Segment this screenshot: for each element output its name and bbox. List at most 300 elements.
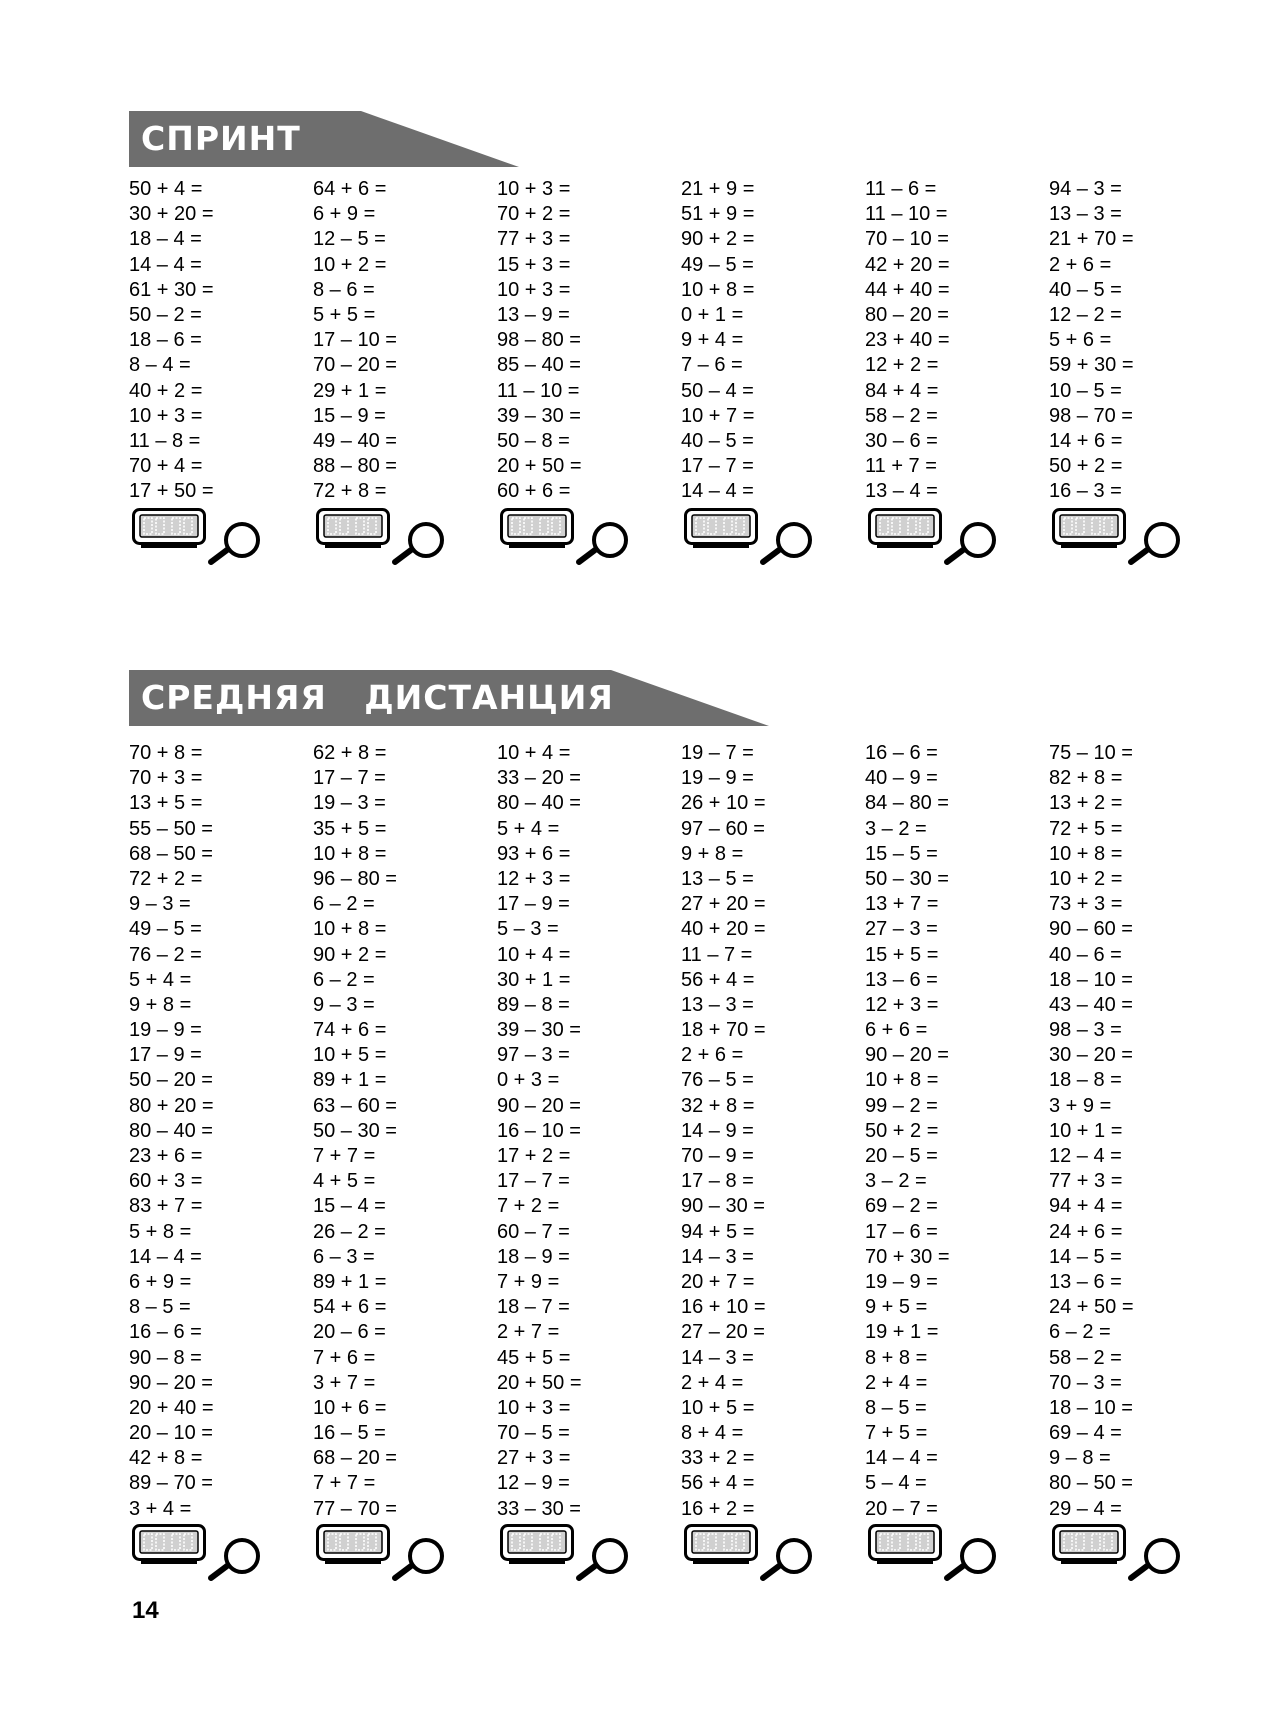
exercise: 16 – 5 = (313, 1422, 386, 1445)
exercise: 40 – 5 = (681, 429, 754, 452)
exercise: 3 – 2 = (865, 1170, 927, 1193)
exercise: 19 – 9 = (681, 767, 754, 790)
exercise: 62 + 8 = (313, 742, 387, 764)
exercise: 10 + 8 = (681, 278, 755, 301)
exercise: 18 – 10 = (1049, 968, 1133, 991)
exercise: 76 – 5 = (681, 1069, 754, 1092)
exercise: 17 – 10 = (313, 329, 397, 352)
check-icon-group (681, 1524, 865, 1584)
exercise: 30 – 20 = (1049, 1044, 1133, 1067)
exercise: 90 – 20 = (497, 1094, 581, 1117)
exercise-column (681, 177, 865, 504)
exercise: 21 + 70 = (1049, 228, 1134, 251)
exercise: 14 – 5 = (1049, 1245, 1122, 1268)
exercise: 90 – 20 = (865, 1044, 949, 1067)
exercise: 6 + 6 = (865, 1019, 928, 1042)
exercise-column (497, 177, 681, 504)
exercise: 56 + 4 = (681, 968, 755, 991)
exercise: 13 – 6 = (1049, 1270, 1122, 1293)
exercise: 5 + 5 = (313, 303, 376, 326)
exercise: 55 – 50 = (129, 817, 213, 840)
exercise: 97 – 3 = (497, 1044, 570, 1067)
exercise: 20 – 7 = (865, 1497, 938, 1520)
exercise: 70 – 9 = (681, 1145, 754, 1167)
exercise: 97 – 60 = (681, 817, 765, 840)
exercise: 12 – 4 = (1049, 1145, 1122, 1167)
stopwatch-display-icon (316, 1524, 390, 1566)
exercise: 9 – 3 = (313, 993, 375, 1016)
exercise: 10 + 3 = (129, 404, 203, 427)
exercise: 10 + 2 = (313, 253, 387, 276)
exercise: 26 – 2 = (313, 1220, 386, 1243)
exercise: 10 + 5 = (681, 1396, 755, 1419)
exercise: 40 + 20 = (681, 918, 766, 941)
exercise: 14 – 4 = (129, 1245, 202, 1268)
exercise: 7 + 9 = (497, 1270, 560, 1293)
exercise: 6 – 3 = (313, 1245, 375, 1268)
exercise: 17 – 6 = (865, 1220, 938, 1243)
exercise: 17 – 8 = (681, 1170, 754, 1193)
exercise: 61 + 30 = (129, 278, 214, 301)
check-icon-group (129, 508, 313, 568)
exercise: 19 – 7 = (681, 742, 754, 764)
exercise: 70 + 2 = (497, 203, 571, 226)
exercise: 21 + 9 = (681, 178, 755, 200)
exercise: 18 – 8 = (1049, 1069, 1122, 1092)
exercise: 6 + 9 = (313, 203, 376, 226)
check-icon-group (1049, 508, 1233, 568)
exercise: 33 – 30 = (497, 1497, 581, 1520)
exercise: 60 – 7 = (497, 1220, 570, 1243)
exercise: 69 – 4 = (1049, 1422, 1122, 1445)
exercise: 77 – 70 = (313, 1497, 397, 1520)
exercise: 17 – 9 = (497, 893, 570, 916)
exercise: 3 + 9 = (1049, 1094, 1112, 1117)
exercise: 77 + 3 = (1049, 1170, 1123, 1193)
exercise: 9 + 8 = (681, 842, 744, 865)
sprint-exercise-grid (129, 177, 1239, 504)
stopwatch-display-icon (868, 1524, 942, 1566)
exercise: 2 + 4 = (865, 1371, 928, 1394)
exercise: 3 + 4 = (129, 1497, 192, 1520)
stopwatch-display-icon (132, 508, 206, 550)
exercise: 32 + 8 = (681, 1094, 755, 1117)
check-icon-group (497, 1524, 681, 1584)
exercise: 35 + 5 = (313, 817, 387, 840)
exercise: 89 + 1 = (313, 1069, 387, 1092)
exercise-column (681, 741, 865, 1522)
magnifier-icon (1127, 1536, 1183, 1582)
exercise: 18 – 9 = (497, 1245, 570, 1268)
exercise: 10 + 8 = (1049, 842, 1123, 865)
check-icon-group (865, 508, 1049, 568)
exercise: 14 – 4 = (681, 480, 754, 503)
exercise: 40 + 2 = (129, 379, 203, 402)
exercise: 69 – 2 = (865, 1195, 938, 1218)
exercise: 77 + 3 = (497, 228, 571, 251)
exercise: 14 – 9 = (681, 1119, 754, 1142)
exercise: 15 – 5 = (865, 842, 938, 865)
exercise: 98 – 80 = (497, 329, 581, 352)
exercise: 89 + 1 = (313, 1270, 387, 1293)
exercise: 16 – 6 = (865, 742, 938, 764)
exercise: 7 + 5 = (865, 1422, 928, 1445)
exercise: 0 + 1 = (681, 303, 744, 326)
magnifier-icon (207, 1536, 263, 1582)
exercise: 70 – 10 = (865, 228, 949, 251)
exercise: 98 – 3 = (1049, 1019, 1122, 1042)
exercise: 5 – 4 = (865, 1472, 927, 1495)
exercise: 24 + 6 = (1049, 1220, 1123, 1243)
section-title-middle-distance: СРЕДНЯЯ ДИСТАНЦИЯ (141, 678, 614, 717)
exercise: 29 – 4 = (1049, 1497, 1122, 1520)
exercise: 68 – 50 = (129, 842, 213, 865)
page-number: 14 (132, 1597, 159, 1624)
exercise: 12 – 2 = (1049, 303, 1122, 326)
exercise-column (313, 741, 497, 1522)
magnifier-icon (943, 520, 999, 566)
exercise: 42 + 8 = (129, 1447, 203, 1470)
exercise: 17 – 9 = (129, 1044, 202, 1067)
stopwatch-display-icon (868, 508, 942, 550)
exercise: 0 + 3 = (497, 1069, 560, 1092)
exercise: 4 + 5 = (313, 1170, 376, 1193)
exercise: 10 + 8 = (313, 842, 387, 865)
exercise: 90 – 60 = (1049, 918, 1133, 941)
exercise: 9 + 4 = (681, 329, 744, 352)
exercise: 2 + 7 = (497, 1321, 560, 1344)
stopwatch-display-icon (316, 508, 390, 550)
exercise: 11 – 10 = (865, 203, 948, 226)
exercise-column (129, 741, 313, 1522)
exercise: 14 – 3 = (681, 1245, 754, 1268)
exercise: 63 – 60 = (313, 1094, 397, 1117)
check-icon-group (313, 1524, 497, 1584)
exercise: 60 + 6 = (497, 480, 571, 503)
exercise: 50 – 30 = (865, 867, 949, 890)
exercise: 50 – 4 = (681, 379, 754, 402)
exercise: 90 + 2 = (313, 943, 387, 966)
exercise-column (1049, 741, 1233, 1522)
exercise: 33 + 2 = (681, 1447, 755, 1470)
stopwatch-display-icon (132, 1524, 206, 1566)
exercise: 50 + 2 = (1049, 455, 1123, 478)
exercise: 8 + 8 = (865, 1346, 928, 1369)
exercise: 75 – 10 = (1049, 742, 1133, 764)
exercise: 6 – 2 = (313, 893, 375, 916)
exercise: 72 + 5 = (1049, 817, 1123, 840)
exercise-column (1049, 177, 1233, 504)
exercise-column (129, 177, 313, 504)
exercise: 10 + 5 = (313, 1044, 387, 1067)
magnifier-icon (575, 1536, 631, 1582)
exercise: 3 + 7 = (313, 1371, 376, 1394)
exercise: 80 – 50 = (1049, 1472, 1133, 1495)
exercise: 11 – 10 = (497, 379, 580, 402)
exercise: 19 + 1 = (865, 1321, 939, 1344)
exercise: 23 + 40 = (865, 329, 950, 352)
exercise: 39 – 30 = (497, 404, 581, 427)
magnifier-icon (943, 1536, 999, 1582)
exercise: 10 + 3 = (497, 1396, 571, 1419)
exercise: 10 + 8 = (865, 1069, 939, 1092)
exercise: 50 – 20 = (129, 1069, 213, 1092)
exercise: 10 + 2 = (1049, 867, 1123, 890)
magnifier-icon (575, 520, 631, 566)
exercise: 45 + 5 = (497, 1346, 571, 1369)
exercise: 72 + 2 = (129, 867, 203, 890)
exercise: 7 – 6 = (681, 354, 743, 377)
exercise: 26 + 10 = (681, 792, 766, 815)
exercise: 20 – 6 = (313, 1321, 386, 1344)
exercise: 64 + 6 = (313, 178, 387, 200)
exercise: 68 – 20 = (313, 1447, 397, 1470)
exercise: 70 + 3 = (129, 767, 203, 790)
exercise: 9 + 8 = (129, 993, 192, 1016)
exercise: 19 – 3 = (313, 792, 386, 815)
exercise: 94 + 4 = (1049, 1195, 1123, 1218)
exercise: 94 + 5 = (681, 1220, 755, 1243)
exercise: 17 – 7 = (681, 455, 754, 478)
exercise: 12 + 3 = (497, 867, 571, 890)
magnifier-icon (1127, 520, 1183, 566)
exercise: 12 + 3 = (865, 993, 939, 1016)
exercise: 44 + 40 = (865, 278, 950, 301)
exercise: 9 – 8 = (1049, 1447, 1111, 1470)
check-icon-group (313, 508, 497, 568)
exercise: 80 – 40 = (497, 792, 581, 815)
exercise: 59 + 30 = (1049, 354, 1134, 377)
exercise: 20 + 7 = (681, 1270, 755, 1293)
exercise: 14 – 4 = (129, 253, 202, 276)
exercise: 40 – 9 = (865, 767, 938, 790)
sprint-banner (129, 111, 519, 167)
exercise: 90 – 20 = (129, 1371, 213, 1394)
exercise: 49 – 5 = (129, 918, 202, 941)
exercise: 9 + 5 = (865, 1296, 928, 1319)
exercise: 72 + 8 = (313, 480, 387, 503)
exercise: 15 + 5 = (865, 943, 939, 966)
exercise: 2 + 6 = (681, 1044, 744, 1067)
exercise: 5 + 6 = (1049, 329, 1112, 352)
exercise: 49 – 40 = (313, 429, 397, 452)
exercise: 96 – 80 = (313, 867, 397, 890)
exercise: 17 – 7 = (313, 767, 386, 790)
exercise-column (865, 741, 1049, 1522)
exercise: 50 – 2 = (129, 303, 202, 326)
exercise: 16 – 3 = (1049, 480, 1122, 503)
exercise: 18 – 6 = (129, 329, 202, 352)
exercise: 84 + 4 = (865, 379, 939, 402)
exercise: 13 + 7 = (865, 893, 939, 916)
exercise: 20 + 50 = (497, 1371, 582, 1394)
check-icon-group (681, 508, 865, 568)
exercise: 6 – 2 = (313, 968, 375, 991)
exercise: 30 + 20 = (129, 203, 214, 226)
exercise: 7 + 6 = (313, 1346, 376, 1369)
exercise: 56 + 4 = (681, 1472, 755, 1495)
exercise: 18 – 4 = (129, 228, 202, 251)
exercise: 40 – 5 = (1049, 278, 1122, 301)
exercise: 10 + 1 = (1049, 1119, 1123, 1142)
exercise: 80 – 20 = (865, 303, 949, 326)
exercise: 14 – 4 = (865, 1447, 938, 1470)
exercise: 10 + 8 = (313, 918, 387, 941)
exercise: 8 – 4 = (129, 354, 191, 377)
exercise: 13 + 5 = (129, 792, 203, 815)
exercise: 19 – 9 = (865, 1270, 938, 1293)
exercise: 50 + 2 = (865, 1119, 939, 1142)
exercise: 10 + 3 = (497, 178, 571, 200)
exercise: 70 – 5 = (497, 1422, 570, 1445)
exercise: 10 + 3 = (497, 278, 571, 301)
exercise: 8 + 4 = (681, 1422, 744, 1445)
exercise: 2 + 4 = (681, 1371, 744, 1394)
exercise: 17 + 2 = (497, 1145, 571, 1167)
exercise: 84 – 80 = (865, 792, 949, 815)
exercise: 15 – 9 = (313, 404, 386, 427)
magnifier-icon (391, 520, 447, 566)
exercise: 5 + 4 = (129, 968, 192, 991)
exercise: 70 + 30 = (865, 1245, 950, 1268)
exercise: 11 – 8 = (129, 429, 201, 452)
exercise: 99 – 2 = (865, 1094, 938, 1117)
exercise: 13 – 3 = (1049, 203, 1122, 226)
exercise: 27 + 3 = (497, 1447, 571, 1470)
exercise: 60 + 3 = (129, 1170, 203, 1193)
exercise: 90 + 2 = (681, 228, 755, 251)
exercise: 50 – 8 = (497, 429, 570, 452)
exercise: 40 – 6 = (1049, 943, 1122, 966)
section-title-sprint: СПРИНТ (141, 119, 301, 158)
exercise: 13 – 5 = (681, 867, 754, 890)
exercise: 13 – 6 = (865, 968, 938, 991)
exercise: 7 + 7 = (313, 1472, 376, 1495)
exercise: 58 – 2 = (865, 404, 938, 427)
stopwatch-display-icon (684, 1524, 758, 1566)
exercise: 70 – 20 = (313, 354, 397, 377)
exercise: 11 – 7 = (681, 943, 753, 966)
exercise: 39 – 30 = (497, 1019, 581, 1042)
exercise: 27 – 3 = (865, 918, 938, 941)
exercise: 70 + 4 = (129, 455, 203, 478)
exercise: 70 + 8 = (129, 742, 203, 764)
exercise: 58 – 2 = (1049, 1346, 1122, 1369)
exercise: 16 – 6 = (129, 1321, 202, 1344)
exercise: 85 – 40 = (497, 354, 581, 377)
exercise: 50 – 30 = (313, 1119, 397, 1142)
exercise: 16 + 2 = (681, 1497, 755, 1520)
middle-distance-check-icons (129, 1524, 1239, 1584)
check-icon-group (1049, 1524, 1233, 1584)
exercise: 5 – 3 = (497, 918, 559, 941)
exercise: 49 – 5 = (681, 253, 754, 276)
stopwatch-display-icon (500, 1524, 574, 1566)
exercise: 89 – 8 = (497, 993, 570, 1016)
exercise: 2 + 6 = (1049, 253, 1112, 276)
exercise: 90 – 8 = (129, 1346, 202, 1369)
exercise-column (865, 177, 1049, 504)
exercise: 73 + 3 = (1049, 893, 1123, 916)
exercise: 33 – 20 = (497, 767, 581, 790)
exercise: 80 + 20 = (129, 1094, 214, 1117)
exercise: 89 – 70 = (129, 1472, 213, 1495)
exercise-column (497, 741, 681, 1522)
exercise: 10 + 7 = (681, 404, 755, 427)
exercise: 8 – 5 = (865, 1396, 927, 1419)
exercise: 17 – 7 = (497, 1170, 570, 1193)
exercise: 54 + 6 = (313, 1296, 387, 1319)
exercise: 6 + 9 = (129, 1270, 192, 1293)
middle-distance-banner (129, 670, 769, 726)
magnifier-icon (759, 520, 815, 566)
exercise: 94 – 3 = (1049, 178, 1122, 200)
exercise: 15 – 4 = (313, 1195, 386, 1218)
exercise: 83 + 7 = (129, 1195, 203, 1218)
exercise: 6 – 2 = (1049, 1321, 1111, 1344)
middle-distance-exercise-grid (129, 741, 1239, 1522)
exercise: 13 – 3 = (681, 993, 754, 1016)
exercise: 88 – 80 = (313, 455, 397, 478)
exercise: 13 + 2 = (1049, 792, 1123, 815)
exercise: 98 – 70 = (1049, 404, 1133, 427)
exercise: 43 – 40 = (1049, 993, 1133, 1016)
exercise: 19 – 9 = (129, 1019, 202, 1042)
exercise: 90 – 30 = (681, 1195, 765, 1218)
exercise: 50 + 4 = (129, 178, 203, 200)
sprint-check-icons (129, 508, 1239, 568)
magnifier-icon (391, 1536, 447, 1582)
exercise: 20 + 50 = (497, 455, 582, 478)
exercise: 10 + 4 = (497, 742, 571, 764)
exercise: 5 + 4 = (497, 817, 560, 840)
exercise: 20 + 40 = (129, 1396, 214, 1419)
exercise-column (313, 177, 497, 504)
stopwatch-display-icon (1052, 508, 1126, 550)
exercise: 7 + 7 = (313, 1145, 376, 1167)
exercise: 15 + 3 = (497, 253, 571, 276)
exercise: 16 – 10 = (497, 1119, 581, 1142)
exercise: 13 – 9 = (497, 303, 570, 326)
exercise: 51 + 9 = (681, 203, 755, 226)
exercise: 8 – 5 = (129, 1296, 191, 1319)
magnifier-icon (207, 520, 263, 566)
exercise: 82 + 8 = (1049, 767, 1123, 790)
exercise: 24 + 50 = (1049, 1296, 1134, 1319)
exercise: 27 – 20 = (681, 1321, 765, 1344)
exercise: 12 – 5 = (313, 228, 386, 251)
exercise: 17 + 50 = (129, 480, 214, 503)
exercise: 18 – 10 = (1049, 1396, 1133, 1419)
exercise: 11 + 7 = (865, 455, 937, 478)
exercise: 23 + 6 = (129, 1145, 203, 1167)
exercise: 9 – 3 = (129, 893, 191, 916)
check-icon-group (129, 1524, 313, 1584)
exercise: 3 – 2 = (865, 817, 927, 840)
exercise: 74 + 6 = (313, 1019, 387, 1042)
exercise: 18 – 7 = (497, 1296, 570, 1319)
exercise: 12 + 2 = (865, 354, 939, 377)
magnifier-icon (759, 1536, 815, 1582)
stopwatch-display-icon (1052, 1524, 1126, 1566)
exercise: 7 + 2 = (497, 1195, 560, 1218)
exercise: 80 – 40 = (129, 1119, 213, 1142)
exercise: 11 – 6 = (865, 178, 937, 200)
exercise: 10 + 6 = (313, 1396, 387, 1419)
exercise: 93 + 6 = (497, 842, 571, 865)
check-icon-group (497, 508, 681, 568)
stopwatch-display-icon (500, 508, 574, 550)
